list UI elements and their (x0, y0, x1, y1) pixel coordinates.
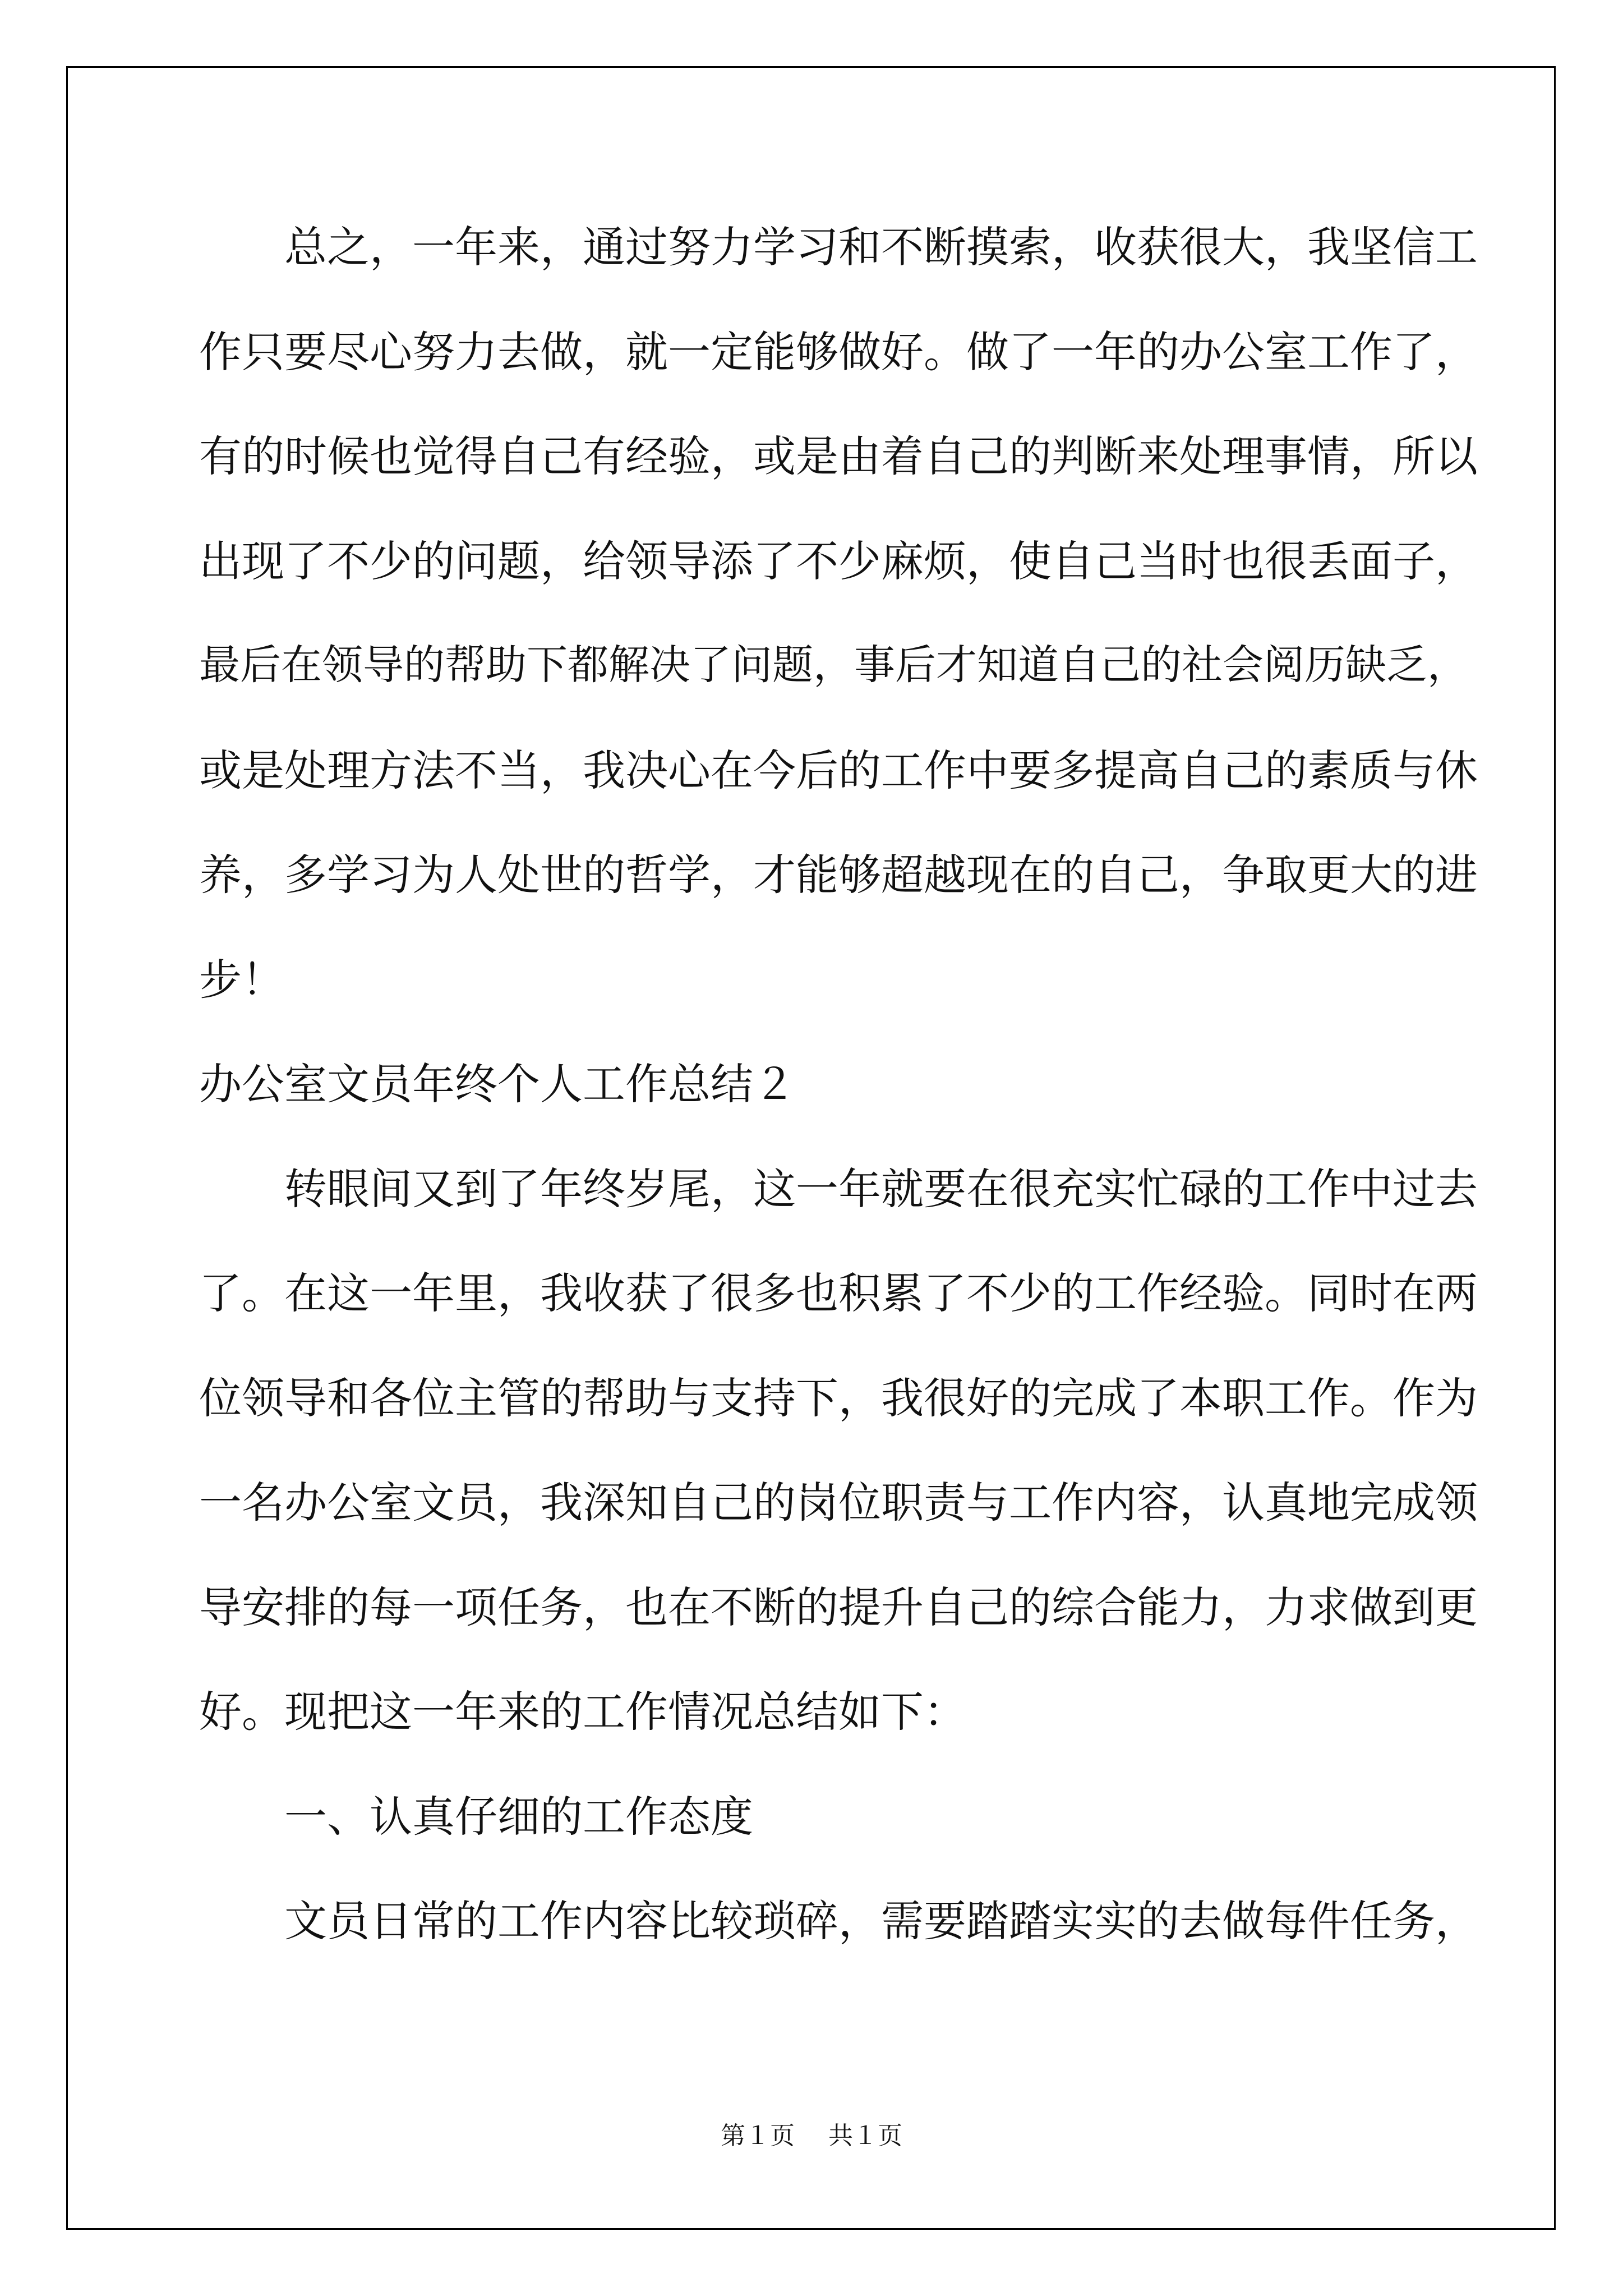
text-line: 好。现把这一年来的工作情况总结如下： (199, 1687, 966, 1737)
page-number: 第１页 (721, 2122, 795, 2150)
section-title: 办公室文员年终个人工作总结２ (199, 1059, 796, 1109)
text-line: 转眼间又到了年终岁尾，这一年就要在很充实忙碌的工作中过去 (284, 1163, 1478, 1214)
text-line: 或是处理方法不当，我决心在今后的工作中要多提高自己的素质与休 (199, 745, 1478, 795)
text-line: 出现了不少的问题，给领导添了不少麻烦，使自己当时也很丢面子， (199, 536, 1478, 586)
page-footer (0, 2115, 1623, 2151)
subsection-heading: 一、认真仔细的工作态度 (284, 1791, 753, 1842)
text-line: 最后在领导的帮助下都解决了问题，事后才知道自己的社会阅历缺乏， (199, 641, 1468, 689)
text-line: 文员日常的工作内容比较琐碎，需要踏踏实实的去做每件任务， (284, 1896, 1478, 1946)
text-line: 作只要尽心努力去做，就一定能够做好。做了一年的办公室工作了， (199, 326, 1478, 377)
text-line: 导安排的每一项任务，也在不断的提升自己的综合能力，力求做到更 (199, 1582, 1478, 1632)
text-line: 一名办公室文员，我深知自己的岗位职责与工作内容，认真地完成领 (199, 1478, 1478, 1527)
text-line: 总之，一年来，通过努力学习和不断摸索，收获很大，我坚信工 (284, 222, 1478, 272)
text-line: 有的时候也觉得自己有经验，或是由着自己的判断来处理事情，所以 (199, 431, 1478, 481)
page-total: 共１页 (828, 2122, 902, 2150)
text-line: 养，多学习为人处世的哲学，才能够超越现在的自己，争取更大的进 (199, 850, 1478, 900)
text-line: 步！ (199, 954, 284, 1005)
text-line: 了。在这一年里，我收获了很多也积累了不少的工作经验。同时在两 (199, 1268, 1478, 1318)
text-line: 位领导和各位主管的帮助与支持下，我很好的完成了本职工作。作为 (199, 1373, 1478, 1423)
